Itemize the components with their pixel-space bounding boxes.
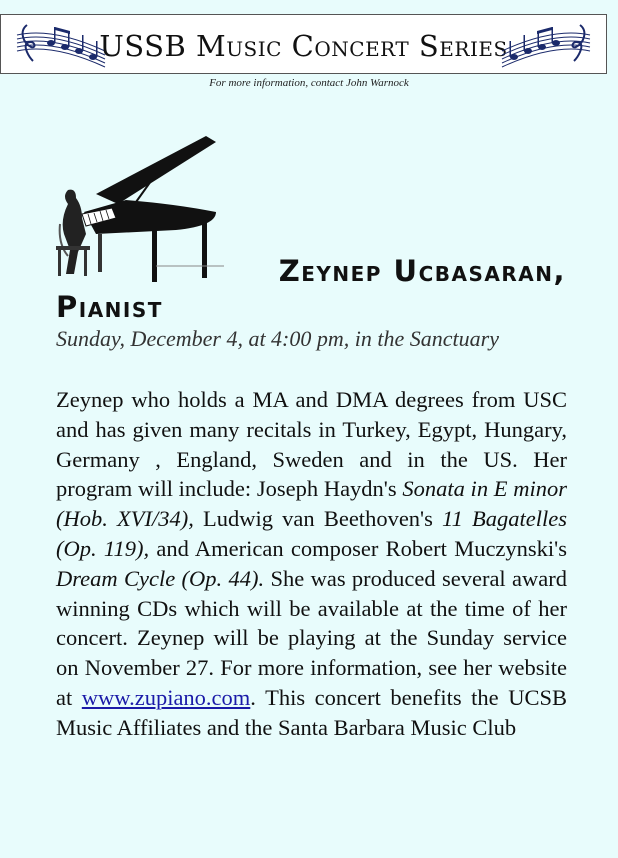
- grand-piano-illustration: [56, 134, 224, 284]
- event-date: Sunday, December 4, at 4:00 pm, in the Sanctuary: [56, 326, 499, 351]
- website-link[interactable]: www.zupiano.com: [81, 684, 251, 710]
- contact-line: For more information, contact John Warnock: [209, 77, 409, 89]
- music-staff-icon: [499, 17, 594, 69]
- description-text: and American composer Robert Muczynski's: [149, 535, 567, 561]
- series-title: USSB Music Concert Series: [99, 29, 508, 63]
- header-banner: [0, 14, 607, 74]
- description-text: Zeynep who holds a MA and DMA degrees from USC and has given many recitals in Turkey, Egypt, Hungary, Germany , England, Sweden and in the US. Her program will include: Joseph Haydn's: [56, 387, 567, 502]
- description-text: She was produced several award winning CDs which will be available at the time of her concert. Zeynep will be playing at the Sunday service on November 27. For more information, see her website at: [56, 565, 567, 710]
- performer-name: Zeynep Ucbasaran,: [278, 254, 566, 288]
- work-title: Sonata in E minor (Hob. XVI/34),: [56, 476, 567, 532]
- description-text: . This concert benefits the UCSB Music Affiliates and the Santa Barbara Music Club: [56, 684, 567, 740]
- performer-role: Pianist: [56, 290, 163, 324]
- work-title: 11 Bagatelles (Op. 119),: [56, 506, 567, 561]
- event-description: [56, 385, 567, 743]
- description-text: Ludwig van Beethoven's: [193, 506, 443, 532]
- work-title: Dream Cycle (Op. 44).: [56, 565, 265, 591]
